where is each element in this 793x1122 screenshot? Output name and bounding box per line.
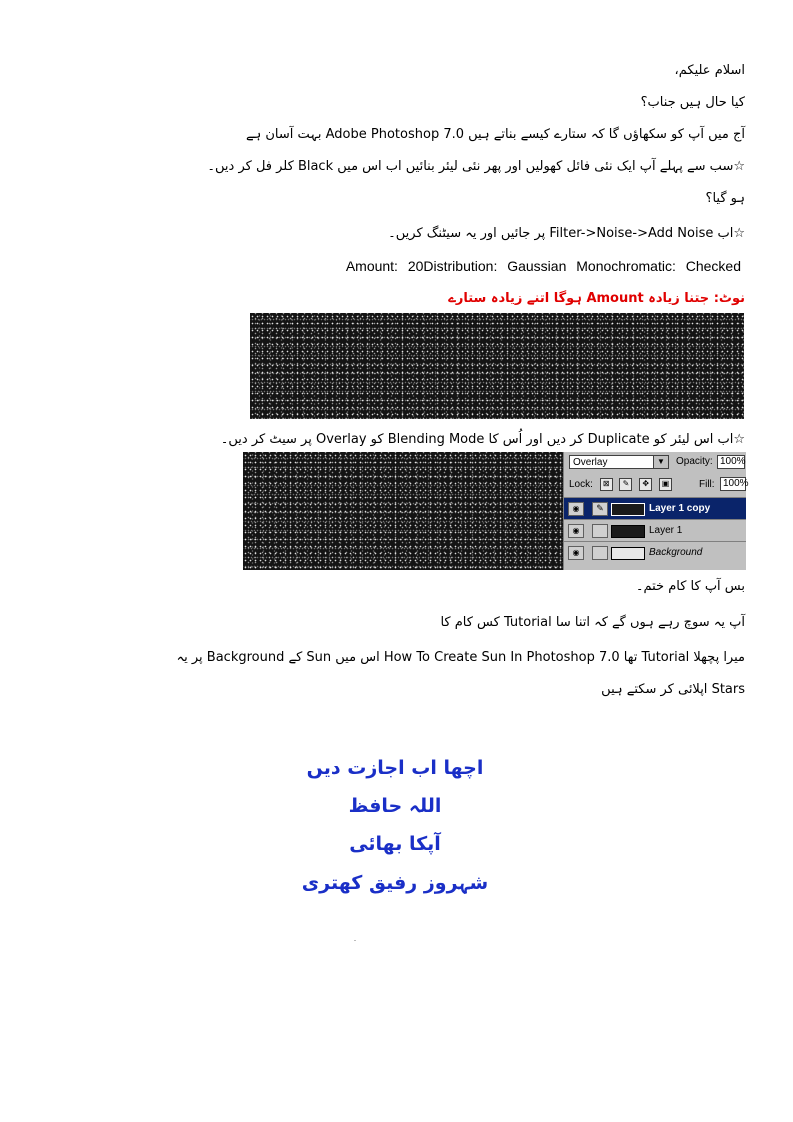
previous-tutorial-line: میرا پچھلا Tutorial تھا How To Create Sun In Photoshop 7.0 اس میں Sun کے Background پر یہ [176, 650, 745, 665]
chevron-down-icon[interactable]: ▼ [653, 456, 668, 468]
lock-row [569, 478, 672, 491]
step1-line: ☆سب سے پہلے آپ ایک نئی فائل کھولیں اور پھر نئی لیئر بنائیں اب اس میں Black کلر فل کر دیں۔ [207, 159, 745, 174]
eye-icon[interactable]: ◉ [568, 502, 584, 516]
lock-all-icon[interactable]: ▣ [659, 478, 672, 491]
how-are-you-line: کیا حال ہیں جناب؟ [640, 95, 745, 110]
step3-line: ☆اب اس لیئر کو Duplicate کر دیں اور اُس کا Blending Mode کو Overlay پر سیٹ کر دیں۔ [220, 432, 745, 447]
layer-thumbnail [611, 547, 645, 560]
layers-palette [563, 452, 749, 570]
layer-thumbnail [611, 525, 645, 538]
layer-row-layer-1[interactable] [564, 519, 746, 541]
eye-icon[interactable]: ◉ [568, 546, 584, 560]
lock-move-icon[interactable]: ✥ [639, 478, 652, 491]
layer-thumbnail [611, 503, 645, 516]
layer-row-background[interactable] [564, 541, 746, 563]
intro-line: آج میں آپ کو سکھاؤں گا کہ ستارے کیسے بناتے ہیں Adobe Photoshop 7.0 بہت آسان ہے [245, 127, 745, 142]
thinking-line: آپ یہ سوچ رہے ہوں گے کہ اتنا سا Tutorial کس کام کا [440, 615, 745, 630]
layer-name: Background [649, 547, 703, 558]
opacity-input[interactable]: 100% [717, 455, 745, 469]
note-line: نوٹ: جتنا زیادہ Amount ہوگا اتنے زیادہ ستارے [448, 291, 745, 306]
stray-dot [354, 940, 356, 941]
done-question-line: ہو گیا؟ [705, 191, 745, 206]
layer-row-layer-1-copy[interactable] [564, 497, 746, 519]
layer-name: Layer 1 [649, 525, 683, 536]
signoff-your-brother: آپکا بھائی [349, 833, 441, 855]
fill-input[interactable]: 100% [720, 477, 746, 491]
fill-label: Fill: [699, 479, 715, 490]
apply-stars-line: Stars اپلائی کر سکتے ہیں [601, 682, 745, 697]
blank-link-box [592, 524, 608, 538]
overlay-preview-image [243, 452, 563, 570]
signoff-allah-hafiz: اللہ حافظ [348, 795, 442, 817]
lock-label: Lock: [569, 479, 593, 491]
finished-line: بس آپ کا کام ختم۔ [635, 579, 745, 594]
blend-mode-value: Overlay [573, 457, 608, 468]
lock-transparency-icon[interactable]: ⊠ [600, 478, 613, 491]
blank-link-box [592, 546, 608, 560]
signoff-permission: اچھا اب اجازت دیں [306, 757, 484, 779]
opacity-label: Opacity: [676, 456, 713, 467]
layer-name: Layer 1 copy [649, 503, 711, 514]
greeting-line: اسلام علیکم، [674, 63, 745, 78]
amount-settings-line: Amount: 20Distribution: Gaussian Monochromatic: Checked [345, 258, 741, 274]
signoff-author-name: شہروز رفیق کھتری [301, 872, 489, 894]
blend-mode-select[interactable] [569, 455, 669, 469]
noise-preview-image [250, 313, 744, 419]
brush-icon: ✎ [592, 502, 608, 516]
step2-line: ☆اب Filter->Noise->Add Noise پر جائیں اور یہ سیٹنگ کریں۔ [388, 226, 745, 241]
lock-brush-icon[interactable]: ✎ [619, 478, 632, 491]
eye-icon[interactable]: ◉ [568, 524, 584, 538]
